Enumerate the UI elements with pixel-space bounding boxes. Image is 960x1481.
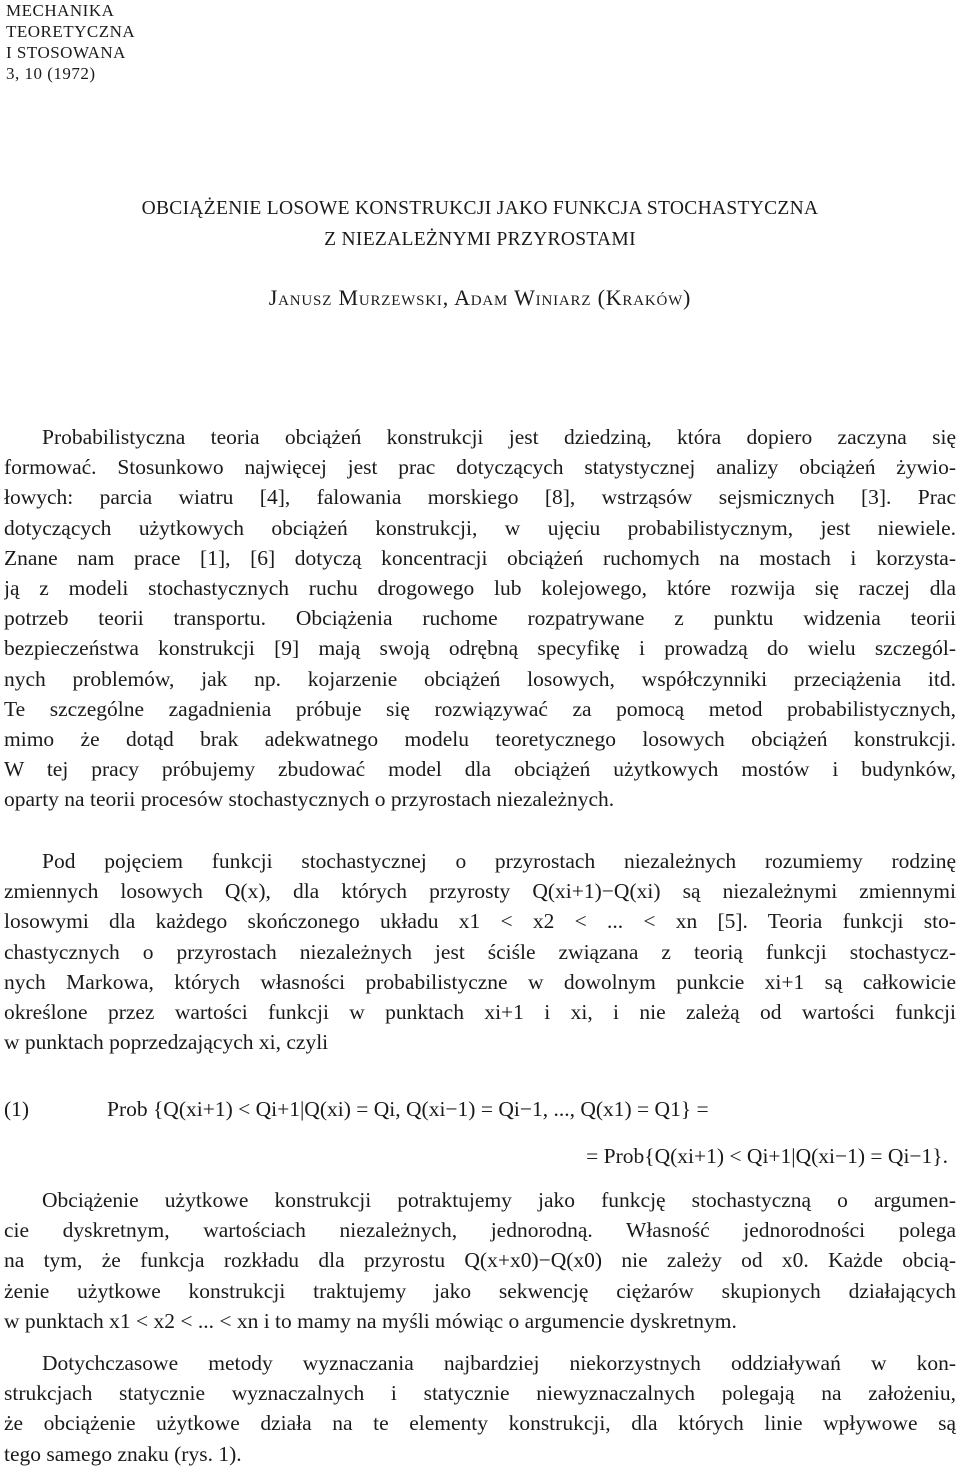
journal-name-line1: MECHANIKA [6, 1, 115, 20]
text-line: w punktach poprzedzających xi, czyli [4, 1030, 329, 1055]
text-line: Znane nam prace [1], [6] dotyczą koncentracji obciążeń ruchomych na mostach i korzysta- [4, 545, 956, 570]
text-line: mimo że dotąd brak adekwatnego modelu teoretycznego losowych obciążeń konstrukcji. [4, 727, 956, 752]
paragraph-methods [4, 1348, 956, 1469]
text-line: cie dyskretnym, wartościach niezależnych, jednorodną. Własność jednorodności polega [4, 1218, 956, 1243]
equation-line1: Prob {Q(xi+1) < Qi+1|Q(xi) = Qi, Q(xi−1) = Qi−1, ..., Q(x1) = Q1} = [107, 1097, 709, 1121]
text-line: w punktach x1 < x2 < ... < xn i to mamy na myśli mówiąc o argumencie dyskretnym. [4, 1308, 737, 1333]
journal-issue: 3, 10 (1972) [6, 64, 96, 83]
paper-title [0, 193, 960, 255]
equation-line2: = Prob{Q(xi+1) < Qi+1|Q(xi−1) = Qi−1}. [586, 1144, 948, 1168]
text-line: żenie użytkowe konstrukcji traktujemy jako sekwencję ciężarów skupionych działających [4, 1278, 956, 1303]
title-line1: OBCIĄŻENIE LOSOWE KONSTRUKCJI JAKO FUNKCJA STOCHASTYCZNA [141, 198, 819, 219]
text-line: potrzeb teorii transportu. Obciążenia ruchome rozpatrywane z punktu widzenia teorii [4, 606, 956, 631]
text-line: bezpieczeństwa konstrukcji [9] mają swoją odrębną specyfikę i prowadzą do wielu szczegól- [4, 636, 956, 661]
paragraph-definition [4, 846, 956, 1057]
journal-header [6, 0, 135, 84]
text-line: łowych: parcia wiatru [4], falowania morskiego [8], wstrząsów sejsmicznych [3]. Prac [4, 485, 956, 510]
text-line: tego samego znaku (rys. 1). [4, 1441, 242, 1466]
text-line: nych Markowa, których własności probabilistyczne w dowolnym punkcie xi+1 są całkowicie [4, 969, 956, 994]
paragraph-load-model [4, 1185, 956, 1336]
text-line: strukcjach statycznie wyznaczalnych i statycznie niewyznaczalnych polegają na założeniu, [4, 1381, 956, 1406]
text-line: losowymi dla każdego skończonego układu x1 < x2 < ... < xn [5]. Teoria funkcji sto- [4, 909, 956, 934]
text-line: na tym, że funkcja rozkładu dla przyrostu Q(x+x0)−Q(x0) nie zależy od x0. Każde obcią- [4, 1248, 956, 1273]
paragraph-intro [4, 422, 956, 815]
text-line: formować. Stosunkowo najwięcej jest prac dotyczących statystycznej analizy obciążeń żywio- [4, 455, 956, 480]
text-line: Obciążenie użytkowe konstrukcji potraktujemy jako funkcję stochastyczną o argumen- [42, 1188, 956, 1212]
text-line: chastycznych o przyrostach niezależnych jest ściśle związana z teorią funkcji stochastycz- [4, 939, 956, 964]
text-line: Te szczególne zagadnienia próbuje się rozwiązywać za pomocą metod probabilistycznych, [4, 696, 956, 721]
text-line: Dotychczasowe metody wyznaczania najbardziej niekorzystnych oddziaływań w kon- [42, 1351, 956, 1375]
title-line2: Z NIEZALEŻNYMI PRZYROSTAMI [324, 229, 636, 250]
text-line: Pod pojęciem funkcji stochastycznej o przyrostach niezależnych rozumiemy rodzinę [42, 849, 956, 873]
text-line: W tej pracy próbujemy zbudować model dla obciążeń użytkowych mostów i budynków, [4, 757, 956, 782]
authors: Janusz Murzewski, Adam Winiarz (Kraków) [268, 285, 692, 310]
text-line: zmiennych losowych Q(x), dla których przyrosty Q(xi+1)−Q(xi) są niezależnymi zmiennymi [4, 879, 956, 904]
journal-name-line2: TEORETYCZNA [6, 22, 136, 41]
equation-number: (1) [4, 1097, 30, 1121]
text-line: określone przez wartości funkcji w punktach xi+1 i xi, i nie zależą od wartości funkcji [4, 1000, 956, 1025]
text-line: że obciążenie użytkowe działa na te elementy konstrukcji, dla których linie wpływowe są [4, 1411, 956, 1436]
text-line: oparty na teorii procesów stochastycznych o przyrostach niezależnych. [4, 787, 615, 812]
text-line: ją z modeli stochastycznych ruchu drogowego lub kolejowego, które rozwija się raczej dla [4, 576, 956, 601]
journal-name-line3: I STOSOWANA [6, 43, 126, 62]
text-line: nych problemów, jak np. kojarzenie obciążeń losowych, współczynniki przeciążenia itd. [4, 666, 956, 691]
text-line: Probabilistyczna teoria obciążeń konstrukcji jest dziedziną, która dopiero zaczyna się [42, 425, 956, 449]
text-line: dotyczących użytkowych obciążeń konstrukcji, w ujęciu probabilistycznym, jest niewiele. [4, 515, 956, 540]
